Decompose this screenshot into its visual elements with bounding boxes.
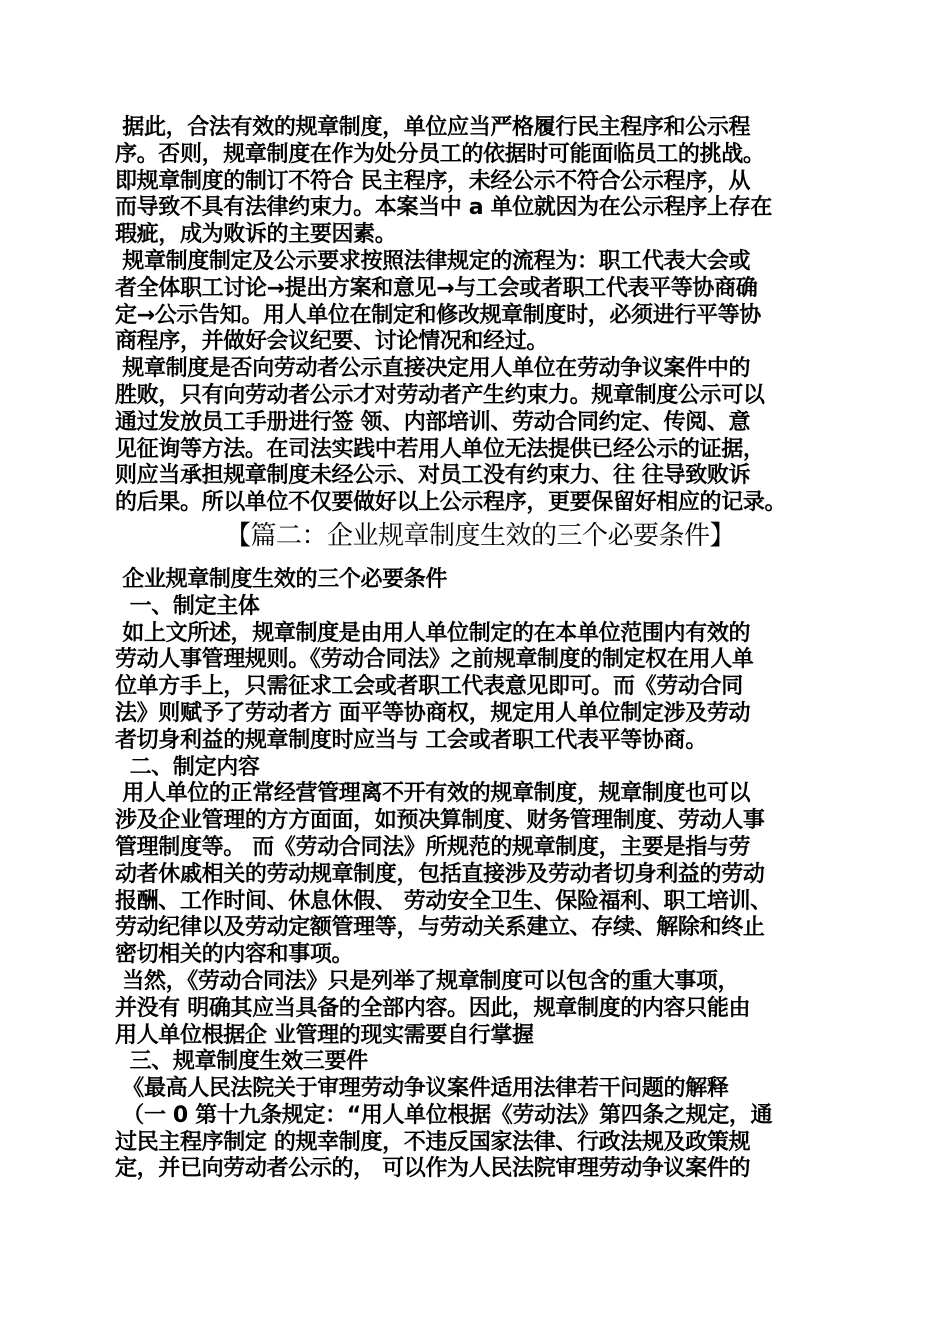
text-line: 用人单位根据企 业管理的现实需要自行掌握: [115, 1022, 534, 1048]
text-line: 《最高人民法院关于审理劳动争议案件适用法律若干问题的解释: [115, 1076, 729, 1102]
text-line: 二、制定内容: [115, 754, 260, 780]
text-line: 用人单位的正常经营管理离不开有效的规章制度，规章制度也可以: [115, 781, 751, 807]
text-line: 涉及企业管理的方方面面，如预决算制度、财务管理制度、劳动人事: [115, 808, 765, 834]
text-line: 位单方手上，只需征求工会或者职工代表意见即可。而《劳动合同: [115, 674, 743, 700]
text-line: 序。否则，规章制度在作为处分员工的依据时可能面临员工的挑战。: [115, 141, 765, 167]
text-line: 劳动纪律以及劳动定额管理等，与劳动关系建立、存续、解除和终止: [115, 915, 765, 941]
text-line: 密切相关的内容和事项。: [115, 942, 354, 968]
text-line: 胜败，只有向劳动者公示才对劳动者产生约束力。规章制度公示可以: [115, 382, 765, 408]
text-line: 如上文所述，规章制度是由用人单位制定的在本单位范围内有效的: [115, 620, 751, 646]
text-line: （一 0 第十九条规定：“用人单位根据《劳动法》第四条之规定，通: [115, 1102, 773, 1128]
text-line: 三、规章制度生效三要件: [115, 1049, 368, 1075]
text-line: 据此，合法有效的规章制度，单位应当严格履行民主程序和公示程: [115, 115, 751, 140]
text-line: 者切身利益的规章制度时应当与 工会或者职工代表平等协商。: [115, 727, 707, 753]
text-line: 者全体职工讨论→提出方案和意见→与工会或者职工代表平等协商确: [115, 275, 758, 301]
text-line: 则应当承担规章制度未经公示、对员工没有约束力、往 往导致败诉: [115, 463, 751, 489]
body-section-2: [115, 567, 845, 1183]
text-line: 规章制度制定及公示要求按照法律规定的流程为：职工代表大会或: [115, 248, 751, 274]
document-page: [115, 115, 845, 1183]
text-line: 即规章制度的制订不符合 民主程序，未经公示不符合公示程序，从: [115, 168, 751, 194]
text-line: 管理制度等。 而《劳动合同法》所规范的规章制度，主要是指与劳: [115, 834, 751, 860]
text-line: 动者休戚相关的劳动规章制度，包括直接涉及劳动者切身利益的劳动: [115, 861, 765, 887]
text-line: 报酬、工作时间、休息休假、 劳动安全卫生、保险福利、职工培训、: [115, 888, 772, 914]
section-heading: 【篇二：企业规章制度生效的三个必要条件】: [224, 520, 735, 551]
text-line: 劳动人事管理规则。《劳动合同法》之前规章制度的制定权在用人单: [115, 647, 754, 673]
text-line: 瑕疵，成为败诉的主要因素。: [115, 222, 397, 248]
text-line: 通过发放员工手册进行签 领、内部培训、劳动合同约定、传阅、意: [115, 409, 751, 435]
text-line: 当然，《劳动合同法》只是列举了规章制度可以包含的重大事项，: [115, 968, 740, 994]
body-section-1: [115, 115, 845, 517]
text-line: 见征询等方法。在司法实践中若用人单位无法提供已经公示的证据，: [115, 436, 765, 462]
text-line: 定，并已向劳动者公示的， 可以作为人民法院审理劳动争议案件的: [115, 1156, 751, 1182]
text-line: 商程序，并做好会议纪要、讨论情况和经过。: [115, 329, 549, 355]
text-line: 规章制度是否向劳动者公示直接决定用人单位在劳动争议案件中的: [115, 356, 751, 382]
text-line: 过民主程序制定 的规幸制度，不违反国家法律、行政法规及政策规: [115, 1129, 751, 1155]
text-line: 的后果。所以单位不仅要做好以上公示程序，更要保留好相应的记录。: [115, 490, 787, 516]
text-line: 而导致不具有法律约束力。本案当中 a 单位就因为在公示程序上存在: [115, 195, 772, 221]
text-line: 并没有 明确其应当具备的全部内容。因此，规章制度的内容只能由: [115, 995, 751, 1021]
text-line: 企业规章制度生效的三个必要条件: [115, 566, 448, 592]
text-line: 定→公示告知。用人单位在制定和修改规章制度时，必须进行平等协: [115, 302, 761, 328]
text-line: 法》则赋予了劳动者方 面平等协商权，规定用人单位制定涉及劳动: [115, 700, 751, 726]
text-line: 一、制定主体: [115, 593, 260, 619]
